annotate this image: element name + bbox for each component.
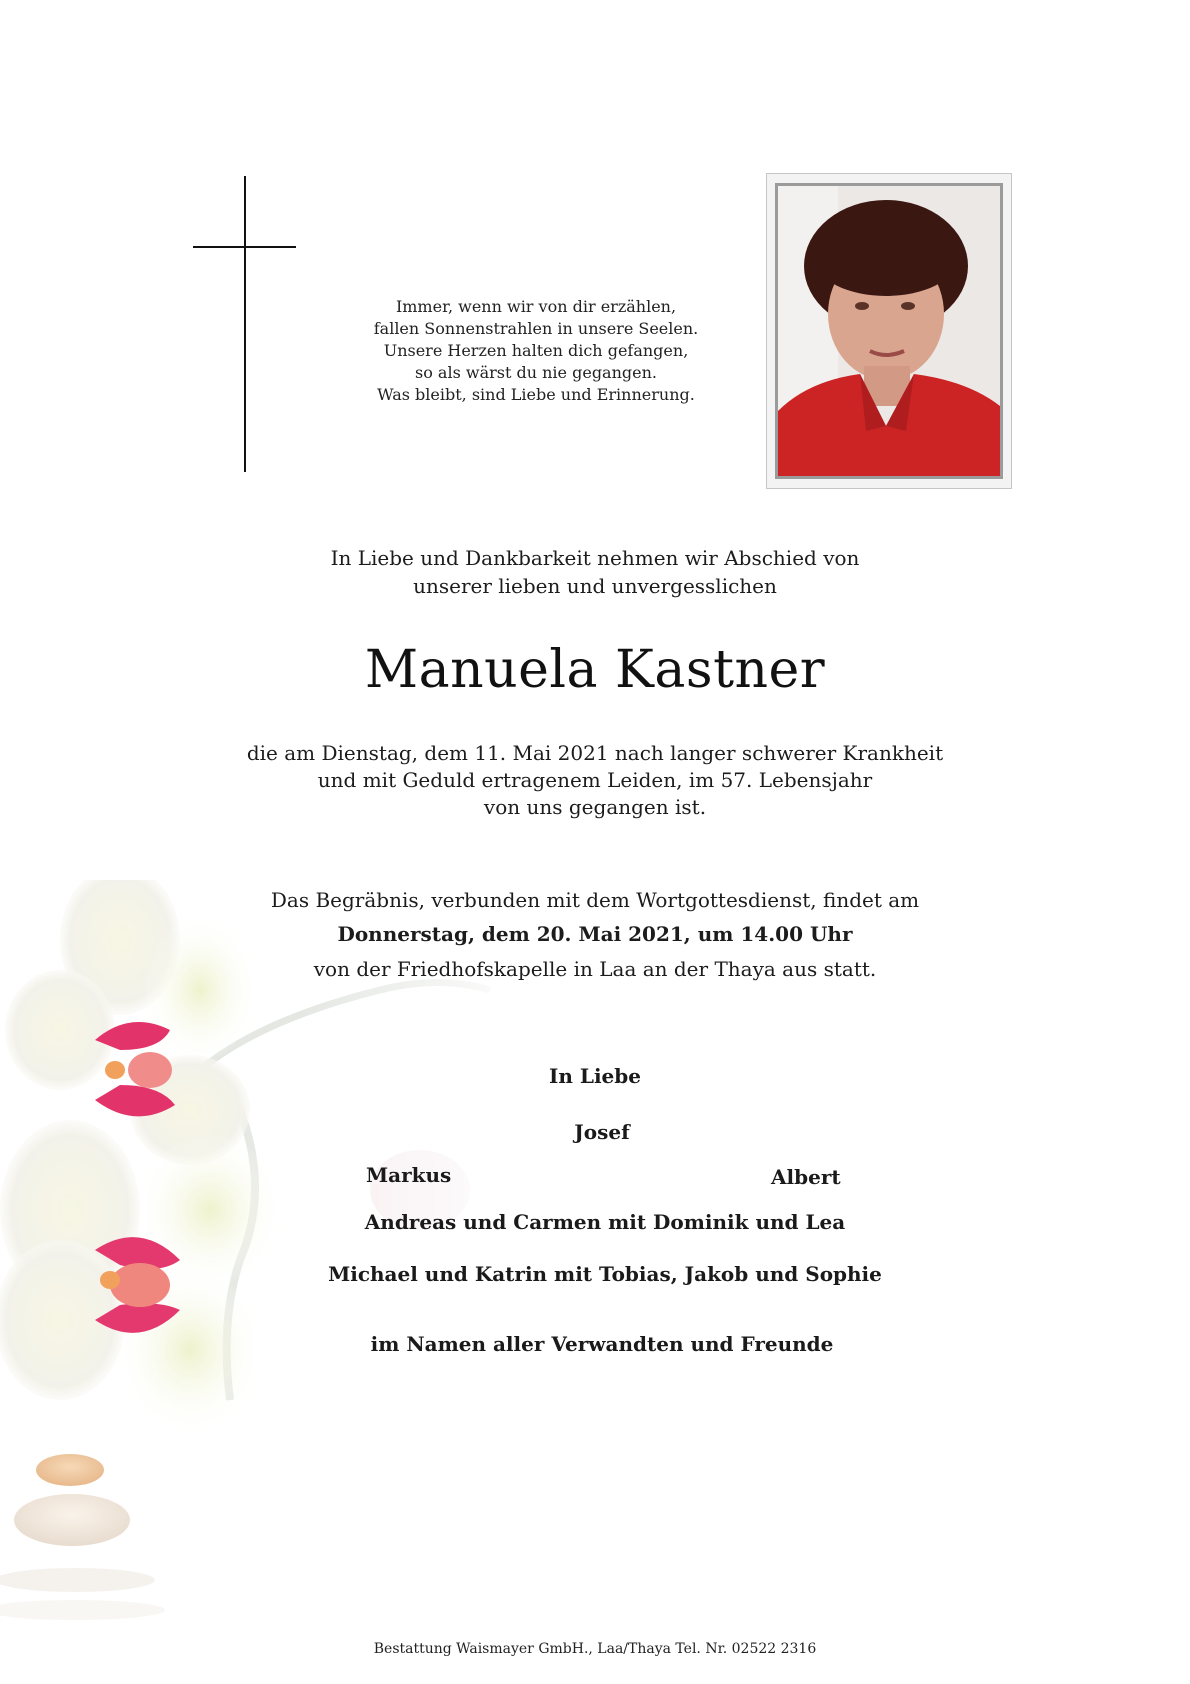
poem	[336, 296, 736, 406]
cross-icon-bar	[193, 246, 296, 248]
death-line: von uns gegangen ist.	[483, 795, 707, 819]
death-line: und mit Geduld ertragenem Leiden, im 57. Lebensjahr	[317, 768, 873, 792]
poem-line: Unsere Herzen halten dich gefangen,	[383, 341, 689, 360]
death-notice	[0, 740, 1190, 821]
funeral-location: von der Friedhofskapelle in Laa an der Thaya aus statt.	[313, 957, 877, 981]
death-line: die am Dienstag, dem 11. Mai 2021 nach langer schwerer Krankheit	[246, 741, 944, 765]
portrait-photo	[775, 183, 1003, 479]
mourner-son-right: Albert	[771, 1165, 841, 1189]
mourner-son-left: Markus	[366, 1163, 452, 1187]
poem-line: fallen Sonnenstrahlen in unsere Seelen.	[373, 319, 699, 338]
intro-line: In Liebe und Dankbarkeit nehmen wir Abschied von	[330, 546, 860, 570]
poem-line: so als wärst du nie gegangen.	[415, 363, 657, 382]
intro-text	[0, 544, 1190, 600]
mourner-spouse: Josef	[574, 1120, 630, 1144]
greeting: In Liebe	[549, 1064, 641, 1088]
portrait-frame	[766, 173, 1012, 489]
mourner-family-1: Andreas und Carmen mit Dominik und Lea	[364, 1210, 846, 1234]
poem-line: Immer, wenn wir von dir erzählen,	[395, 297, 677, 316]
deceased-name: Manuela Kastner	[364, 640, 826, 700]
funeral-home-footer: Bestattung Waismayer GmbH., Laa/Thaya Tel. Nr. 02522 2316	[373, 1641, 817, 1657]
funeral-date-time: Donnerstag, dem 20. Mai 2021, um 14.00 Uhr	[337, 922, 853, 946]
intro-line: unserer lieben und unvergesslichen	[413, 574, 777, 598]
mourner-family-2: Michael und Katrin mit Tobias, Jakob und Sophie	[328, 1262, 882, 1286]
cross-icon	[244, 176, 246, 472]
funeral-line: Das Begräbnis, verbunden mit dem Wortgottesdienst, findet am	[270, 888, 920, 912]
poem-line: Was bleibt, sind Liebe und Erinnerung.	[377, 385, 695, 404]
closing-line: im Namen aller Verwandten und Freunde	[370, 1332, 834, 1356]
